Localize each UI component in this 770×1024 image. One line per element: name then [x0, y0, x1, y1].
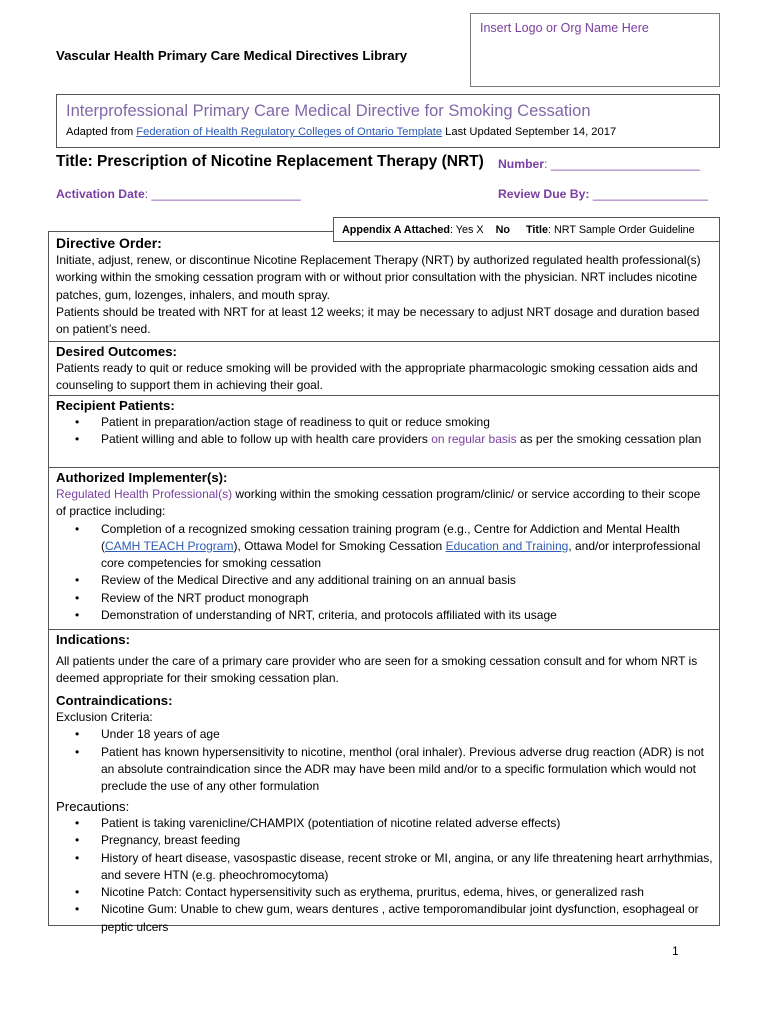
title-label: Title [56, 153, 88, 170]
directive-order-section [49, 235, 719, 338]
title-row [56, 153, 484, 171]
fhrco-template-link[interactable]: Federation of Health Regulatory Colleges of Ontario Template [136, 126, 443, 138]
precaution-item: • Nicotine Patch: Contact hypersensitivity such as erythema, pruritus, edema, hives, or generalized rash [101, 884, 713, 901]
directive-content-box [48, 231, 720, 934]
desired-outcomes-p1: Patients ready to quit or reduce smoking will be provided with the appropriate pharmacologic smoking cessation aids and counseling to support them in achieving their goal. [56, 361, 698, 393]
implementer-item: • Review of the NRT product monograph [101, 590, 713, 607]
directive-order-p2: Patients should be treated with NRT for at least 12 weeks; it may be necessary to adjust NRT dosage and duration based on patient’s need. [56, 304, 700, 337]
contraindication-item: • Under 18 years of age [101, 726, 713, 743]
desired-outcomes-section [49, 343, 719, 395]
implementer-item-text-end: , and/or interprofessional core competencies for smoking cessation [101, 538, 701, 571]
appendix-box [333, 217, 720, 242]
recipient-item [101, 431, 713, 448]
appendix-value: : Yes X [449, 223, 484, 236]
directive-title: Interprofessional Primary Care Medical Directive for Smoking Cessation [66, 102, 591, 120]
activation-blank: ______________________ [151, 187, 301, 201]
contraindication-item: • Patient has known hypersensitivity to nicotine, menthol (oral inhaler). Previous adverse drug reaction (ADR) is not an absolute contraindication since the ADR may have been mild and/or to a specific formulation which would not preclude the use of any other formulation [101, 744, 713, 796]
camh-teach-link[interactable]: CAMH TEACH Program [105, 538, 234, 553]
divider [49, 395, 719, 396]
exclusion-criteria-label: Exclusion Criteria: [56, 710, 153, 724]
appendix-no: No [495, 223, 511, 236]
adapted-prefix: Adapted from [66, 126, 137, 138]
review-blank: _________________ [589, 187, 709, 201]
directive-order-p1: Initiate, adjust, renew, or discontinue Nicotine Replacement Therapy (NRT) by authorized regulated health professional(s) working within the smoking cessation program with or without prior consultation with the physician. NRT includes nicotine patches, gum, lozenges, inhalers, and mouth spray. [56, 253, 701, 302]
number-field[interactable] [498, 157, 700, 171]
number-label: Number [498, 157, 545, 171]
desired-outcomes-heading: Desired Outcomes: [56, 344, 177, 359]
precaution-item: • Pregnancy, breast feeding [101, 832, 713, 849]
appendix-label: Appendix A Attached [342, 223, 450, 236]
indications-section [49, 631, 719, 688]
logo-placeholder-text: Insert Logo or Org Name Here [480, 21, 649, 35]
directive-header-box [56, 94, 720, 148]
authorized-implementers-heading: Authorized Implementer(s): [56, 470, 228, 485]
precaution-item: • Nicotine Gum: Unable to chew gum, wears dentures , active temporomandibular joint dysfunction, esophageal or peptic ulcers [101, 901, 713, 936]
recipient-item-text: Patient willing and able to follow up with health care providers [101, 432, 432, 447]
contraindications-section [49, 692, 719, 795]
last-updated: Last Updated September 14, 2017 [442, 126, 617, 138]
recipient-item-text-end: as per the smoking cessation plan [516, 432, 702, 447]
divider [49, 467, 719, 468]
adapted-from-line [66, 126, 616, 138]
recipient-item-highlight: on regular basis [431, 432, 517, 447]
regulated-professionals-term: Regulated Health Professional(s) [56, 487, 233, 501]
appendix-title-value: : NRT Sample Order Guideline [548, 223, 695, 236]
precaution-item: • Patient is taking varenicline/CHAMPIX (potentiation of nicotine related adverse effects) [101, 815, 713, 832]
logo-placeholder-box [470, 13, 720, 87]
activation-sep: : [144, 187, 152, 201]
divider [49, 629, 719, 630]
implementer-item: • Demonstration of understanding of NRT, criteria, and protocols affiliated with its usage [101, 607, 713, 624]
review-due-label: Review Due By: [498, 187, 590, 201]
indications-p1: All patients under the care of a primary care provider who are seen for a smoking cessation consult and for whom NRT is deemed appropriate for their smoking cessation plan. [56, 654, 698, 686]
authorized-implementers-text: working within the smoking cessation program/clinic/ or service according to their scope of practice including: [56, 487, 701, 519]
recipient-patients-section [49, 397, 719, 449]
authorized-implementers-section [49, 469, 719, 624]
number-blank: ______________________ [550, 157, 700, 171]
activation-date-field[interactable] [56, 187, 301, 201]
page-number: 1 [672, 944, 679, 958]
library-title: Vascular Health Primary Care Medical Directives Library [56, 48, 408, 63]
implementer-item [101, 521, 713, 573]
precautions-section [49, 798, 719, 936]
implementer-item: • Review of the Medical Directive and any additional training on an annual basis [101, 572, 713, 589]
indications-heading: Indications: [56, 632, 130, 647]
implementer-item-text: Completion of a recognized smoking cessation training program (e.g., Centre for Addiction and Mental Health ( [101, 521, 680, 553]
education-training-link[interactable]: Education and Training [445, 538, 569, 553]
divider [49, 341, 719, 342]
number-sep: : [544, 157, 551, 171]
directive-order-heading: Directive Order: [56, 235, 162, 251]
recipient-item: • Patient in preparation/action stage of readiness to quit or reduce smoking [101, 414, 713, 431]
implementer-item-text-mid: ), Ottawa Model for Smoking Cessation [233, 538, 446, 553]
precaution-item: • History of heart disease, vasospastic disease, recent stroke or MI, angina, or any life threatening heart arrhythmias, and severe HTN (e.g. pheochromocytoma) [101, 850, 713, 885]
contraindications-heading: Contraindications: [56, 693, 173, 708]
activation-date-label: Activation Date [56, 187, 145, 201]
appendix-title-label: Title [526, 223, 549, 236]
title-text: : Prescription of Nicotine Replacement Therapy (NRT) [87, 153, 484, 170]
precautions-heading: Precautions: [56, 799, 130, 814]
review-due-field[interactable] [498, 187, 708, 201]
authorized-implementers-p1 [56, 486, 713, 521]
recipient-patients-heading: Recipient Patients: [56, 398, 175, 413]
